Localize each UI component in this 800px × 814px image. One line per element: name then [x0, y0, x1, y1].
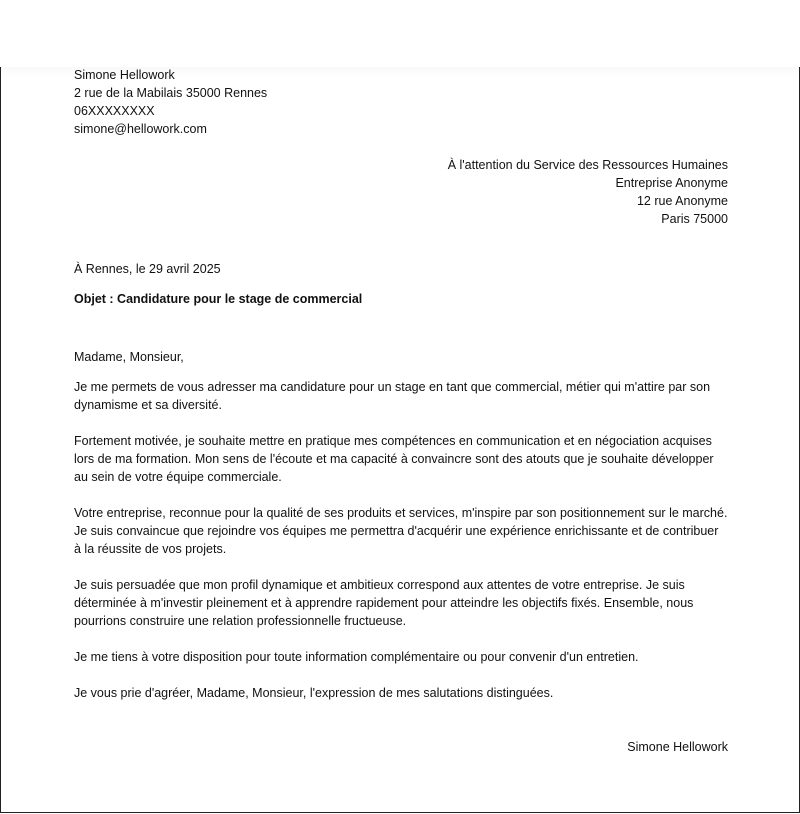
- recipient-company: Entreprise Anonyme: [615, 176, 728, 190]
- letter-paragraph-skills: Fortement motivée, je souhaite mettre en pratique mes compétences en communication et en négociation acquises lors de ma formation. Mon sens de l'écoute et ma capacité à convaincre sont des atouts que je souhaite développer au sein de votre équipe commerciale.: [74, 434, 714, 484]
- subject-line: Objet : Candidature pour le stage de commercial: [74, 292, 363, 306]
- top-shadow: [0, 0, 800, 67]
- date-line: À Rennes, le 29 avril 2025: [74, 262, 221, 276]
- sender-name: Simone Hellowork: [74, 68, 175, 82]
- sender-phone: 06XXXXXXXX: [74, 104, 155, 118]
- recipient-street: 12 rue Anonyme: [636, 194, 728, 208]
- cover-letter-content: [74, 66, 728, 756]
- cover-letter-page: [0, 67, 800, 813]
- recipient-city: Paris 75000: [661, 212, 728, 226]
- sender-block: [74, 66, 728, 138]
- signature: Simone Hellowork: [627, 740, 728, 754]
- letter-paragraph-intro: Je me permets de vous adresser ma candidature pour un stage en tant que commercial, métier qui m'attire par son dynamisme et sa diversité.: [74, 380, 711, 412]
- recipient-block: [74, 156, 728, 228]
- salutation: Madame, Monsieur,: [74, 350, 184, 364]
- letter-paragraph-availability: Je me tiens à votre disposition pour toute information complémentaire ou pour convenir d'un entretien.: [74, 650, 639, 664]
- sender-address: 2 rue de la Mabilais 35000 Rennes: [74, 86, 268, 100]
- letter-paragraph-company: Votre entreprise, reconnue pour la qualité de ses produits et services, m'inspire par son positionnement sur le marché. Je suis convaincue que rejoindre vos équipes me permettra d'acquérir une expérience enrichissante et de contribuer à la réussite de vos projets.: [74, 506, 728, 556]
- recipient-attention: À l'attention du Service des Ressources Humaines: [447, 158, 728, 172]
- sender-email: simone@hellowork.com: [74, 122, 207, 136]
- letter-paragraph-closing: Je vous prie d'agréer, Madame, Monsieur, l'expression de mes salutations distinguées.: [74, 686, 554, 700]
- letter-paragraph-profile: Je suis persuadée que mon profil dynamique et ambitieux correspond aux attentes de votre entreprise. Je suis déterminée à m'investir pleinement et à apprendre rapidement pour atteindre les objectifs fixés. Ensemble, nous pourrions construire une relation professionnelle fructueuse.: [74, 578, 694, 628]
